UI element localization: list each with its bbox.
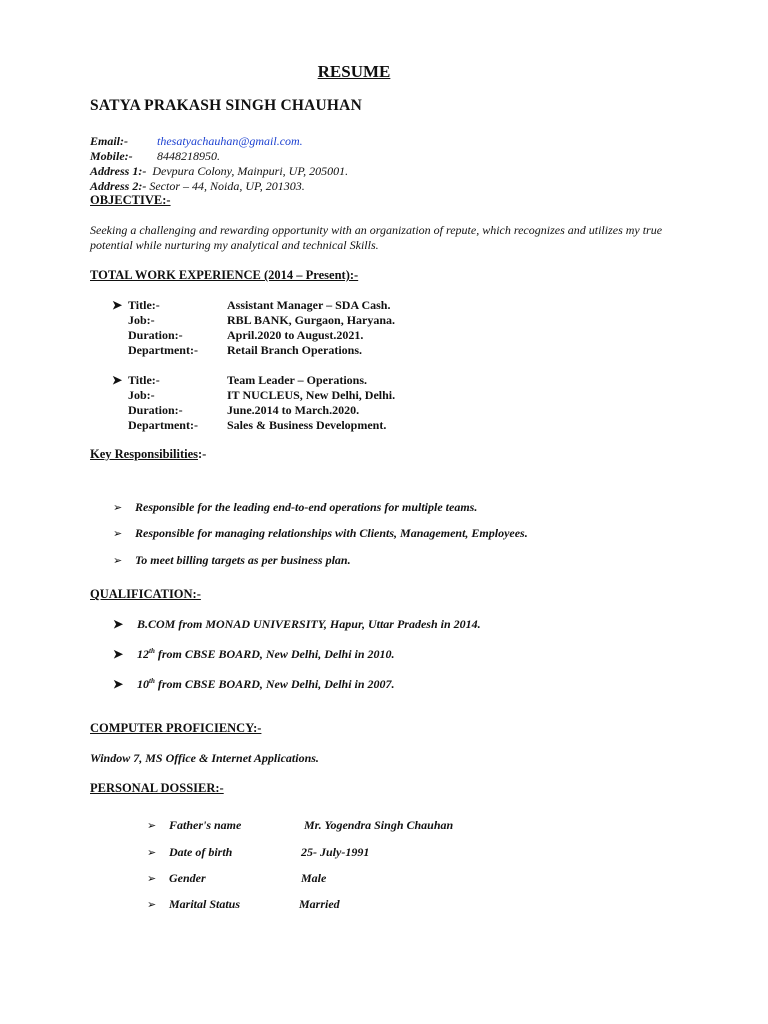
responsibility-text: Responsible for the leading end-to-end operations for multiple teams. <box>135 500 478 514</box>
arrowhead-filled-icon: ➤ <box>113 617 124 631</box>
job-employer: IT NUCLEUS, New Delhi, Delhi. <box>227 388 396 402</box>
job-duration-label: Duration:- <box>128 328 183 342</box>
qualification-text: from CBSE BOARD, New Delhi, Delhi in 2007. <box>154 677 395 691</box>
personal-value: Male <box>301 871 327 885</box>
job-block-2 <box>112 373 395 433</box>
qualification-num: 12 <box>137 647 149 661</box>
email-line <box>90 134 303 149</box>
personal-row <box>147 897 340 912</box>
arrowhead-filled-icon: ➤ <box>113 677 124 691</box>
job-title: Team Leader – Operations. <box>227 373 367 387</box>
address1-label: Address 1:- <box>90 164 147 178</box>
personal-label: Gender <box>169 871 206 885</box>
responsibilities-heading <box>90 447 206 462</box>
arrowhead-filled-icon: ➤ <box>113 647 124 661</box>
arrowhead-outline-icon: ➢ <box>147 899 157 911</box>
arrowhead-outline-icon: ➢ <box>113 555 123 567</box>
personal-row <box>147 871 326 886</box>
arrowhead-outline-icon: ➢ <box>147 820 157 832</box>
job-title: Assistant Manager – SDA Cash. <box>227 298 391 312</box>
responsibilities-heading-text: Key Responsibilities <box>90 447 198 461</box>
job-title-label: Title:- <box>128 373 160 387</box>
job-employer: RBL BANK, Gurgaon, Haryana. <box>227 313 396 327</box>
responsibilities-heading-suffix: :- <box>198 447 207 461</box>
job-employer-label: Job:- <box>128 388 155 402</box>
email-label: Email:- <box>90 134 128 148</box>
personal-label: Date of birth <box>169 845 233 859</box>
arrowhead-outline-icon: ➢ <box>113 528 123 540</box>
address2-line <box>90 179 305 194</box>
address1-value: Devpura Colony, Mainpuri, UP, 205001. <box>152 164 349 178</box>
qualification-text: from CBSE BOARD, New Delhi, Delhi in 2010. <box>154 647 395 661</box>
objective-text: Seeking a challenging and rewarding opportunity with an organization of repute, which recognizes and utilizes my true potential while nurturing my analytical and technical Skills. <box>90 223 663 252</box>
arrowhead-outline-icon: ➢ <box>147 847 157 859</box>
arrowhead-outline-icon: ➢ <box>147 873 157 885</box>
mobile-label: Mobile:- <box>90 149 133 163</box>
qualification-sup: th <box>149 647 155 655</box>
job-department: Sales & Business Development. <box>227 418 387 432</box>
personal-row <box>147 845 369 860</box>
job-department: Retail Branch Operations. <box>227 343 362 357</box>
responsibility-item <box>113 500 477 515</box>
computer-heading: COMPUTER PROFICIENCY:- <box>90 721 262 735</box>
job-duration: April.2020 to August.2021. <box>227 328 364 342</box>
personal-heading: PERSONAL DOSSIER:- <box>90 781 224 795</box>
personal-value: Married <box>299 897 340 911</box>
address2-label: Address 2:- <box>90 179 147 193</box>
arrowhead-filled-icon: ➤ <box>112 373 123 387</box>
personal-label: Marital Status <box>169 897 241 911</box>
personal-row <box>147 818 453 833</box>
responsibility-item <box>113 526 528 541</box>
qualification-item <box>113 677 395 692</box>
job-title-label: Title:- <box>128 298 160 312</box>
job-employer-label: Job:- <box>128 313 155 327</box>
personal-label: Father's name <box>169 818 242 832</box>
responsibility-text: Responsible for managing relationships with Clients, Management, Employees. <box>135 526 528 540</box>
arrowhead-outline-icon: ➢ <box>113 502 123 514</box>
job-block-1 <box>112 298 395 358</box>
mobile-value: 8448218950. <box>157 149 220 163</box>
address2-value: Sector – 44, Noida, UP, 201303. <box>149 179 305 193</box>
candidate-name: SATYA PRAKASH SINGH CHAUHAN <box>90 97 362 114</box>
computer-text: Window 7, MS Office & Internet Applications. <box>90 751 319 765</box>
qualification-item <box>113 617 481 632</box>
arrowhead-filled-icon: ➤ <box>112 298 123 312</box>
qualification-sup: th <box>149 677 155 685</box>
experience-heading: TOTAL WORK EXPERIENCE (2014 – Present):- <box>90 268 359 282</box>
personal-value: 25- July-1991 <box>301 845 370 859</box>
qualification-heading: QUALIFICATION:- <box>90 587 201 601</box>
qualification-text: B.COM from MONAD UNIVERSITY, Hapur, Uttar Pradesh in 2014. <box>137 617 481 631</box>
personal-value: Mr. Yogendra Singh Chauhan <box>304 818 454 832</box>
job-department-label: Department:- <box>128 343 198 357</box>
objective-heading: OBJECTIVE:- <box>90 193 171 207</box>
job-duration-label: Duration:- <box>128 403 183 417</box>
qualification-num: 10 <box>137 677 149 691</box>
job-duration: June.2014 to March.2020. <box>227 403 360 417</box>
email-link[interactable]: thesatyachauhan@gmail.com. <box>157 134 303 148</box>
responsibility-item <box>113 553 351 568</box>
mobile-line <box>90 149 220 164</box>
job-department-label: Department:- <box>128 418 198 432</box>
qualification-item <box>113 647 395 662</box>
responsibility-text: To meet billing targets as per business plan. <box>135 553 351 567</box>
address1-line <box>90 164 348 179</box>
resume-title: RESUME <box>317 62 391 81</box>
